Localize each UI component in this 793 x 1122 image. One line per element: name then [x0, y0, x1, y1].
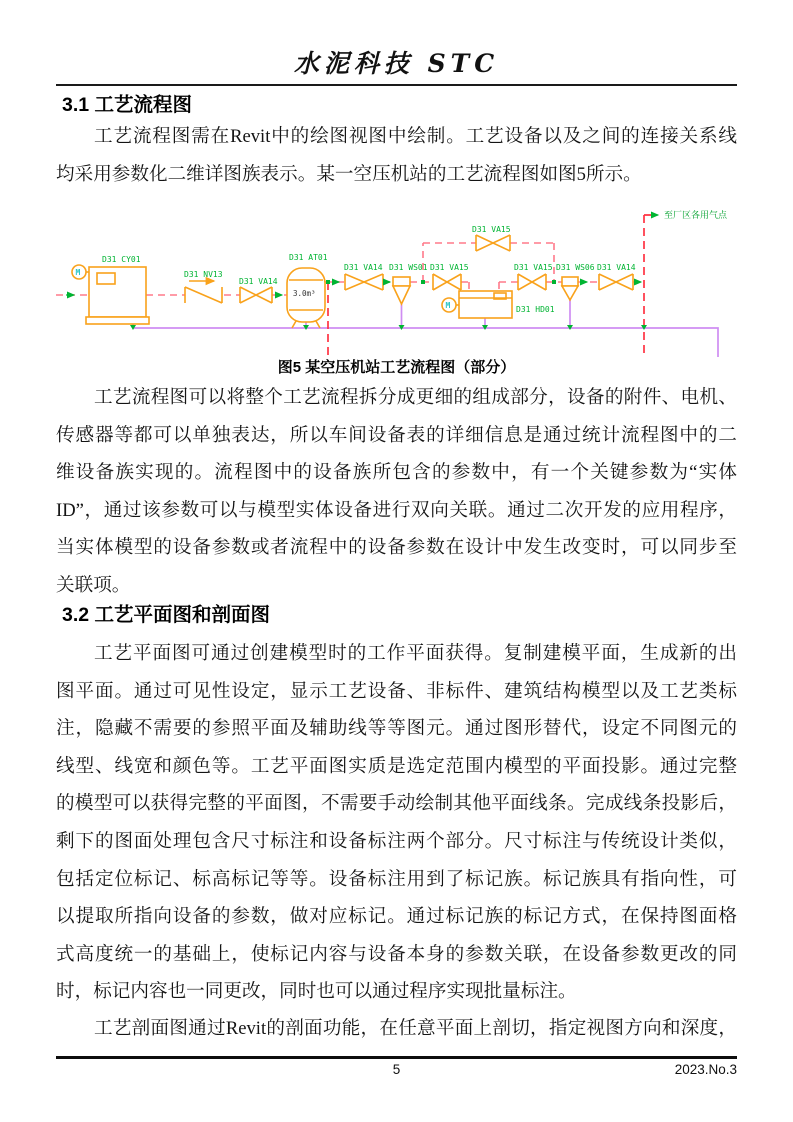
journal-title: 水泥科技 STC — [293, 49, 500, 78]
paragraph-1 — [56, 118, 737, 193]
text-line: 关联项。 — [56, 574, 131, 596]
issue-label: 2023.No.3 — [674, 1062, 737, 1077]
text-line: 以提取所指向设备的参数，做对应标记。通过标记族的标记方式，在保持图面格 — [56, 906, 737, 928]
valve-va14-2 — [344, 263, 383, 290]
text-line: 图平面。通过可见性设定，显示工艺设备、非标件、建筑结构模型以及工艺类标 — [56, 680, 737, 702]
paragraph-4 — [56, 1010, 737, 1048]
svg-text:D31 VA15: D31 VA15 — [472, 225, 511, 234]
valve-va14-3 — [597, 263, 636, 290]
process-flow-diagram — [56, 205, 738, 360]
paragraph-3 — [56, 635, 737, 1011]
section-heading-3-1: 3.1 工艺流程图 — [62, 94, 193, 116]
valve-va14-1 — [239, 277, 278, 303]
text-line: 传感器等都可以单独表达，所以车间设备表的详细信息是通过统计流程图中的二 — [56, 424, 737, 446]
text-line: 式高度统一的基础上，使标记内容与设备本身的参数关联，在设备参数更改的同 — [56, 943, 737, 965]
filter-ws06 — [556, 263, 595, 300]
text-line: 工艺流程图可以将整个工艺流程拆分成更细的组成部分，设备的附件、电机、 — [94, 387, 737, 408]
bypass-valve-va15 — [472, 225, 511, 251]
svg-text:3.0m³: 3.0m³ — [293, 289, 316, 298]
compressor-cy01 — [72, 255, 149, 324]
check-valve-nv13 — [184, 270, 223, 303]
svg-text:D31 AT01: D31 AT01 — [289, 253, 328, 262]
text-line: 工艺剖面图通过Revit的剖面功能，在任意平面上剖切，指定视图方向和深度， — [94, 1018, 737, 1039]
text-line: 工艺流程图需在Revit中的绘图视图中绘制。工艺设备以及之间的连接关系线 — [94, 126, 737, 147]
svg-text:D31 WS06: D31 WS06 — [556, 263, 595, 272]
svg-text:D31 NV13: D31 NV13 — [184, 270, 223, 279]
section-heading-3-2: 3.2 工艺平面图和剖面图 — [62, 604, 271, 626]
text-line: 均采用参数化二维详图族表示。某一空压机站的工艺流程图如图5所示。 — [56, 163, 642, 185]
figure-caption: 图5 某空压机站工艺流程图（部分） — [277, 359, 516, 376]
text-line: 包括定位标记、标高标记等等。设备标注用到了标记族。标记族具有指向性，可 — [56, 868, 737, 890]
svg-text:M: M — [75, 268, 81, 277]
text-line: 的模型可以获得完整的平面图，不需要手动绘制其他平面线条。完成线条投影后， — [56, 793, 737, 815]
text-line: 线型、线宽和颜色等。工艺平面图实质是选定范围内模型的平面投影。通过完整 — [56, 755, 737, 777]
footer-rule — [56, 1056, 737, 1059]
text-line: 时，标记内容也一同更改，同时也可以通过程序实现批量标注。 — [56, 981, 577, 1003]
valve-va15-1 — [430, 263, 469, 290]
svg-text:D31 VA14: D31 VA14 — [597, 263, 636, 272]
diagram-svg — [56, 205, 738, 360]
text-line: 维设备族实现的。流程图中的设备族所包含的参数中，有一个关键参数为“实体 — [56, 462, 737, 484]
svg-text:D31 CY01: D31 CY01 — [102, 255, 141, 264]
header-rule — [56, 84, 737, 86]
text-line: ID”，通过该参数可以与模型实体设备进行双向关联。通过二次开发的应用程序， — [56, 499, 737, 521]
text-line: 工艺平面图可通过创建模型时的工作平面获得。复制建模平面，生成新的出 — [94, 643, 737, 664]
svg-text:D31 VA14: D31 VA14 — [239, 277, 278, 286]
drain-lines — [133, 300, 718, 357]
destination-label: 至厂区各用气点 — [664, 211, 728, 221]
dryer-hd01 — [442, 291, 555, 318]
text-line: 当实体模型的设备参数或者流程中的设备参数在设计中发生改变时，可以同步至 — [56, 537, 737, 559]
svg-text:D31 VA14: D31 VA14 — [344, 263, 383, 272]
valve-va15-2 — [514, 263, 553, 290]
page-number: 5 — [392, 1062, 401, 1077]
svg-text:D31 VA15: D31 VA15 — [430, 263, 469, 272]
text-line: 注，隐藏不需要的参照平面及辅助线等等图元。通过图形替代，设定不同图元的 — [56, 718, 737, 740]
svg-text:M: M — [445, 301, 451, 310]
svg-text:D31 WS01: D31 WS01 — [389, 263, 428, 272]
air-tank-at01 — [287, 253, 328, 328]
svg-text:D31 VA15: D31 VA15 — [514, 263, 553, 272]
svg-text:D31 HD01: D31 HD01 — [516, 305, 555, 314]
paragraph-2 — [56, 379, 737, 605]
text-line: 剩下的图面处理包含尺寸标注和设备标注两个部分。尺寸标注与传统设计类似， — [56, 830, 737, 852]
